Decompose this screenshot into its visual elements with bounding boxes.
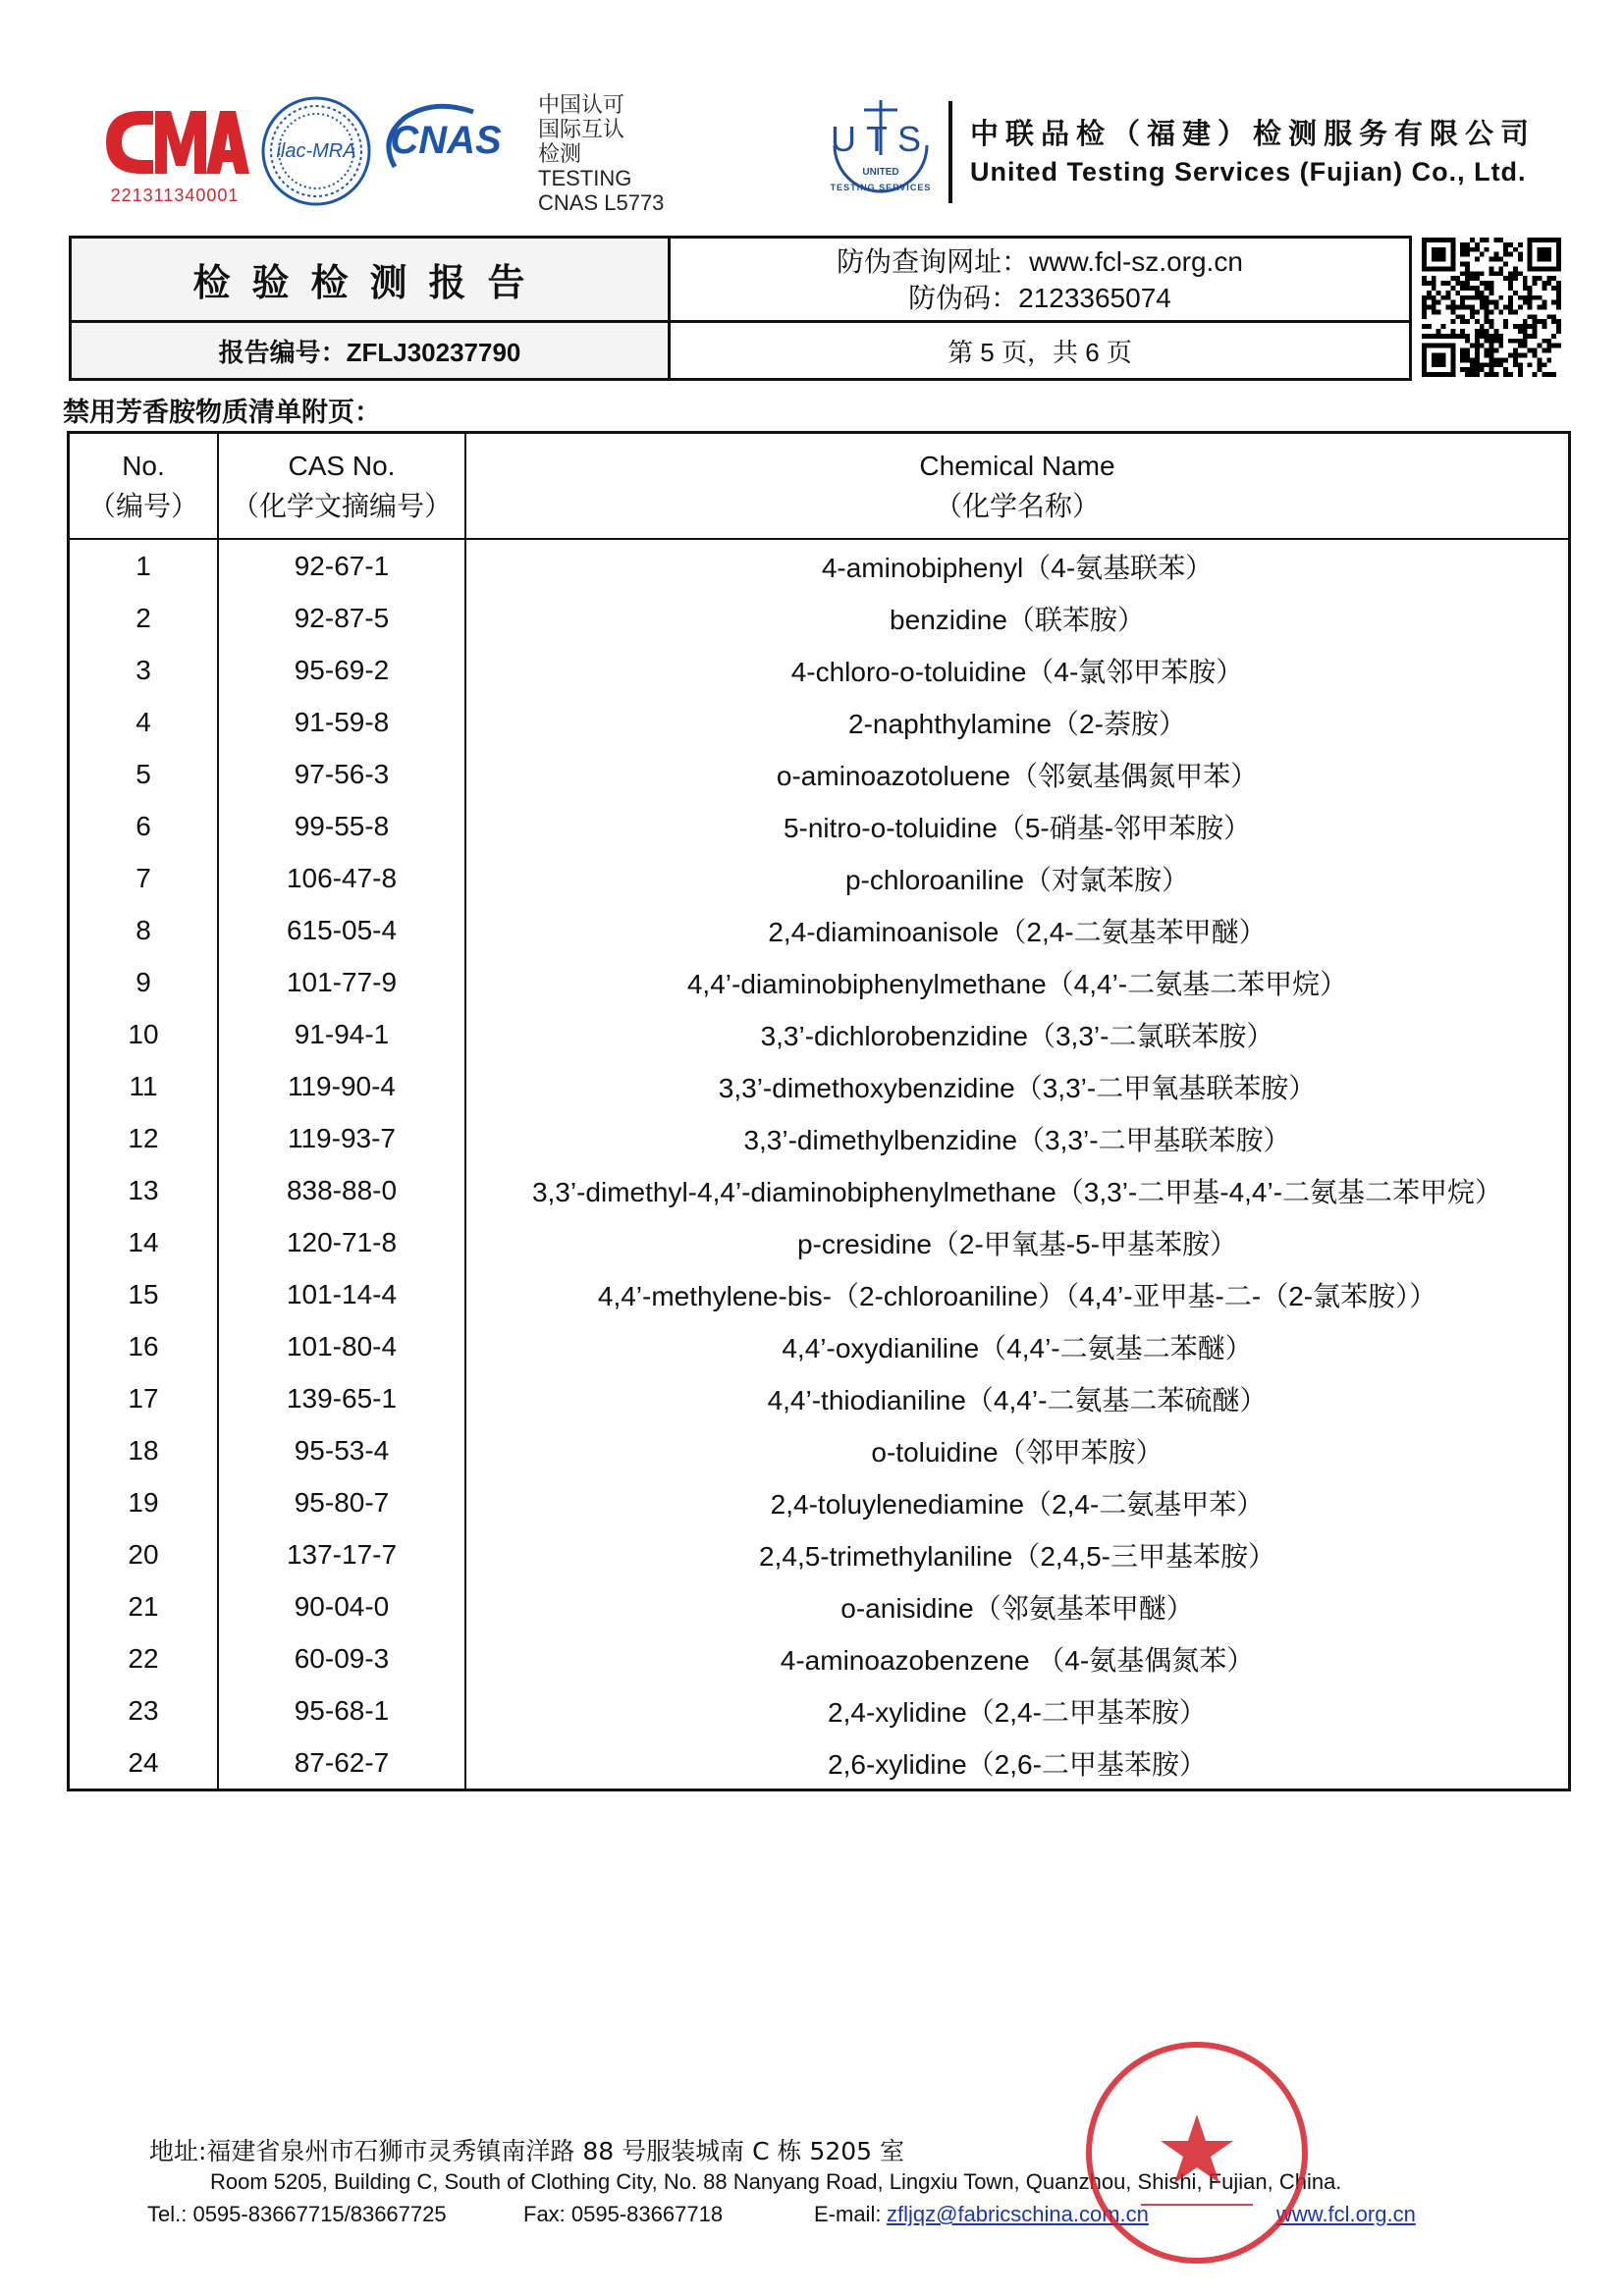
- table-row: [70, 1060, 1568, 1112]
- cell-no: 2: [135, 602, 151, 633]
- appendix-title: 禁用芳香胺物质清单附页：: [63, 398, 381, 427]
- cell-chemical-name: 4-aminoazobenzene （4-氨基偶氮苯）: [465, 1632, 1568, 1684]
- column-header-en: Chemical Name: [919, 451, 1115, 481]
- cell-no: 12: [128, 1122, 159, 1153]
- cell-chemical-name: 4,4’-oxydianiline（4,4’-二氨基二苯醚）: [465, 1320, 1568, 1372]
- cnas-line: TESTING: [538, 166, 632, 190]
- verify-url: 防伪查询网址：www.fcl-sz.org.cn: [837, 245, 1243, 277]
- telephone: Tel.: 0595-83667715/83667725: [147, 2202, 447, 2226]
- cell-cas-no: 87-62-7: [218, 1736, 465, 1789]
- table-row: [70, 852, 1568, 904]
- table-row: [70, 800, 1568, 852]
- cell-chemical-name: 4-chloro-o-toluidine（4-氯邻甲苯胺）: [465, 644, 1568, 696]
- cell-no: 8: [135, 914, 151, 945]
- cell-no: 20: [128, 1538, 159, 1570]
- email-link[interactable]: zfljqz@fabricschina.com.cn: [887, 2202, 1149, 2226]
- company-seal-stamp: [1082, 2038, 1312, 2268]
- table-row: [70, 1372, 1568, 1424]
- cell-no: 6: [135, 810, 151, 841]
- cell-chemical-name: 2,4-diaminoanisole（2,4-二氨基苯甲醚）: [465, 904, 1568, 956]
- cell-cas-no: 838-88-0: [218, 1164, 465, 1216]
- cell-chemical-name: 3,3’-dichlorobenzidine（3,3’-二氯联苯胺）: [465, 1008, 1568, 1060]
- table-row: [70, 1008, 1568, 1060]
- cell-cas-no: 101-77-9: [218, 956, 465, 1008]
- cell-chemical-name: o-toluidine（邻甲苯胺）: [465, 1424, 1568, 1476]
- cell-chemical-name: benzidine（联苯胺）: [465, 592, 1568, 644]
- table-row: [70, 1476, 1568, 1528]
- cell-no: 5: [135, 758, 151, 789]
- cell-no: 4: [135, 706, 151, 737]
- table-row: [70, 539, 1568, 592]
- cell-no: 10: [128, 1018, 159, 1049]
- cell-no: 11: [129, 1070, 158, 1101]
- table-row: [70, 696, 1568, 748]
- fax: Fax: 0595-83667718: [523, 2202, 724, 2226]
- cell-no: 18: [128, 1434, 159, 1466]
- cell-no: 19: [128, 1486, 159, 1518]
- cell-cas-no: 119-90-4: [218, 1060, 465, 1112]
- cell-no: 14: [128, 1226, 159, 1257]
- cnas-line: CNAS L5773: [538, 190, 665, 215]
- column-header-cn: （化学名称）: [934, 491, 1100, 521]
- svg-text:ilac-MRA: ilac-MRA: [276, 140, 356, 162]
- cell-cas-no: 95-53-4: [218, 1424, 465, 1476]
- cell-cas-no: 92-67-1: [218, 539, 465, 592]
- table-row: [70, 1528, 1568, 1580]
- cnas-line: 国际互认: [538, 117, 625, 141]
- cell-chemical-name: 2-naphthylamine（2-萘胺）: [465, 696, 1568, 748]
- cell-chemical-name: 5-nitro-o-toluidine（5-硝基-邻甲苯胺）: [465, 800, 1568, 852]
- table-row: [70, 748, 1568, 800]
- cell-chemical-name: 3,3’-dimethoxybenzidine（3,3’-二甲氧基联苯胺）: [465, 1060, 1568, 1112]
- cell-cas-no: 91-94-1: [218, 1008, 465, 1060]
- uts-logo-ring: TESTING SERVICES: [830, 183, 932, 192]
- cell-cas-no: 101-14-4: [218, 1268, 465, 1320]
- table-row: [70, 956, 1568, 1008]
- page-indicator: 第 5 页，共 6 页: [947, 337, 1132, 367]
- cma-logo: [96, 101, 253, 211]
- table-row: [70, 1164, 1568, 1216]
- cell-cas-no: 95-69-2: [218, 644, 465, 696]
- cell-cas-no: 120-71-8: [218, 1216, 465, 1268]
- cell-no: 9: [135, 966, 151, 997]
- table-row: [70, 1320, 1568, 1372]
- cell-cas-no: 92-87-5: [218, 592, 465, 644]
- cell-chemical-name: 4,4’-thiodianiline（4,4’-二氨基二苯硫醚）: [465, 1372, 1568, 1424]
- cell-chemical-name: 4,4’-methylene-bis-（2-chloroaniline）（4,4’-亚甲基-二-（2-氯苯胺））: [465, 1268, 1568, 1320]
- banned-amines-table: [67, 431, 1571, 1791]
- cnas-logo: [375, 100, 518, 181]
- cell-cas-no: 60-09-3: [218, 1632, 465, 1684]
- table-row: [70, 1268, 1568, 1320]
- header-divider: [948, 101, 952, 203]
- table-row: [70, 1424, 1568, 1476]
- cell-chemical-name: 2,6-xylidine（2,6-二甲基苯胺）: [465, 1736, 1568, 1789]
- cell-no: 24: [128, 1746, 159, 1778]
- uts-logo-banner: UNITED: [862, 167, 899, 178]
- cell-no: 17: [128, 1382, 159, 1414]
- address-cn: 地址:福建省泉州市石狮市灵秀镇南洋路 88 号服装城南 C 栋 5205 室: [149, 2137, 904, 2165]
- cell-cas-no: 137-17-7: [218, 1528, 465, 1580]
- column-header-cn: （编号）: [87, 491, 198, 521]
- cell-chemical-name: 4,4’-diaminobiphenylmethane（4,4’-二氨基二苯甲烷）: [465, 956, 1568, 1008]
- table-row: [70, 644, 1568, 696]
- cell-chemical-name: 2,4,5-trimethylaniline（2,4,5-三甲基苯胺）: [465, 1528, 1568, 1580]
- cell-cas-no: 91-59-8: [218, 696, 465, 748]
- report-title: 检验检测报告: [72, 239, 671, 323]
- table-row: [70, 1112, 1568, 1164]
- cell-cas-no: 95-80-7: [218, 1476, 465, 1528]
- cell-no: 13: [128, 1174, 159, 1205]
- verify-code: 防伪码：2123365074: [908, 282, 1171, 313]
- email-label: E-mail:: [814, 2202, 882, 2226]
- cell-cas-no: 95-68-1: [218, 1684, 465, 1736]
- table-row: [70, 1684, 1568, 1736]
- report-header-box: [69, 236, 1412, 381]
- ilac-mra-logo: [257, 92, 375, 210]
- company-name-en: United Testing Services (Fujian) Co., Ltd.: [970, 157, 1527, 187]
- cell-no: 15: [128, 1278, 159, 1309]
- uts-logo-letters: UTS: [831, 119, 931, 159]
- cell-cas-no: 139-65-1: [218, 1372, 465, 1424]
- cell-chemical-name: 3,3’-dimethylbenzidine（3,3’-二甲基联苯胺）: [465, 1112, 1568, 1164]
- column-header-cas: [218, 434, 465, 539]
- uts-logo: [827, 96, 935, 210]
- cell-no: 3: [135, 654, 151, 685]
- cell-chemical-name: o-aminoazotoluene（邻氨基偶氮甲苯）: [465, 748, 1568, 800]
- cell-chemical-name: 4-aminobiphenyl（4-氨基联苯）: [465, 539, 1568, 592]
- cell-chemical-name: 3,3’-dimethyl-4,4’-diaminobiphenylmethane（3,3’-二甲基-4,4’-二氨基二苯甲烷）: [465, 1164, 1568, 1216]
- table-row: [70, 904, 1568, 956]
- cell-cas-no: 119-93-7: [218, 1112, 465, 1164]
- column-header-en: CAS No.: [288, 451, 396, 481]
- qr-code[interactable]: [1422, 238, 1561, 377]
- table-row: [70, 1632, 1568, 1684]
- table-row: [70, 1216, 1568, 1268]
- table-row: [70, 592, 1568, 644]
- svg-text:CNAS: CNAS: [390, 119, 502, 162]
- cell-cas-no: 97-56-3: [218, 748, 465, 800]
- report-number: 报告编号：ZFLJ30237790: [72, 323, 671, 378]
- address-en: Room 5205, Building C, South of Clothing City, No. 88 Nanyang Road, Lingxiu Town, Quanzhou, Shishi, Fujian, China.: [210, 2169, 1342, 2194]
- cell-no: 16: [128, 1330, 159, 1362]
- table-row: [70, 1736, 1568, 1789]
- cell-chemical-name: p-cresidine（2-甲氧基-5-甲基苯胺）: [465, 1216, 1568, 1268]
- cell-no: 22: [128, 1642, 159, 1674]
- cnas-line: 检测: [538, 141, 582, 166]
- table-row: [70, 1580, 1568, 1632]
- cnas-line: 中国认可: [538, 92, 625, 117]
- cell-cas-no: 99-55-8: [218, 800, 465, 852]
- cell-no: 7: [135, 862, 151, 893]
- column-header-cn: （化学文摘编号）: [231, 491, 452, 521]
- cell-cas-no: 101-80-4: [218, 1320, 465, 1372]
- column-header-chemical-name: [465, 434, 1568, 539]
- cell-chemical-name: 2,4-xylidine（2,4-二甲基苯胺）: [465, 1684, 1568, 1736]
- cell-chemical-name: o-anisidine（邻氨基苯甲醚）: [465, 1580, 1568, 1632]
- table-header-row: [70, 434, 1568, 539]
- cell-chemical-name: 2,4-toluylenediamine（2,4-二氨基甲苯）: [465, 1476, 1568, 1528]
- anti-fake-info: [671, 239, 1409, 323]
- cell-cas-no: 615-05-4: [218, 904, 465, 956]
- cell-cas-no: 90-04-0: [218, 1580, 465, 1632]
- cell-no: 21: [128, 1590, 159, 1622]
- cell-cas-no: 106-47-8: [218, 852, 465, 904]
- column-header-en: No.: [122, 451, 165, 481]
- cell-no: 23: [128, 1694, 159, 1726]
- cell-chemical-name: p-chloroaniline（对氯苯胺）: [465, 852, 1568, 904]
- column-header-no: [70, 434, 218, 539]
- cnas-accreditation-text: [538, 92, 664, 215]
- cma-number: 221311340001: [110, 186, 240, 205]
- cell-no: 1: [135, 550, 151, 581]
- website-link[interactable]: www.fcl.org.cn: [1276, 2202, 1416, 2226]
- company-name-cn: 中联品检（福建）检测服务有限公司: [970, 119, 1537, 150]
